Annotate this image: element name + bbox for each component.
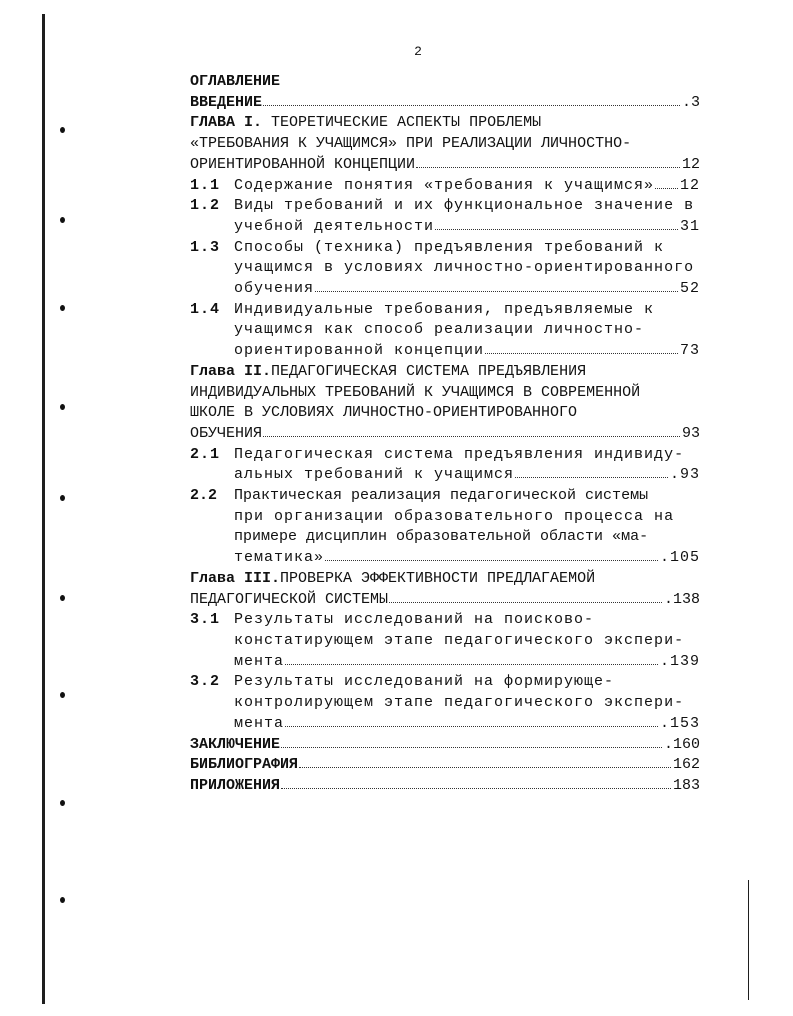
toc-chapter-2-line: ШКОЛЕ В УСЛОВИЯХ ЛИЧНОСТНО-ОРИЕНТИРОВАННОГО xyxy=(190,404,578,422)
toc-chapter-2-line: ИНДИВИДУАЛЬНЫХ ТРЕБОВАНИЙ К УЧАЩИМСЯ В СОВРЕМЕННОЙ xyxy=(190,383,641,401)
section-title: мента xyxy=(234,652,285,670)
punch-hole-mark xyxy=(60,495,65,501)
toc-section-3-2-line: контролирующем этапе педагогического экспери- xyxy=(234,694,685,712)
toc-section-1-2 xyxy=(190,196,700,217)
toc-section-2-2-line: примере дисциплин образовательной области «ма- xyxy=(234,528,649,546)
toc-page-number: .93 xyxy=(669,466,700,484)
dot-leader xyxy=(435,229,678,230)
section-title: Результаты исследований на поисково- xyxy=(234,611,595,629)
toc-section-1-4-line xyxy=(190,341,700,362)
toc-chapter-1-line: «ТРЕБОВАНИЯ К УЧАЩИМСЯ» ПРИ РЕАЛИЗАЦИИ ЛИЧНОСТНО- xyxy=(190,135,632,153)
toc-page-number: 52 xyxy=(679,280,700,298)
dot-leader xyxy=(263,105,680,106)
chapter-label: Глава II. xyxy=(190,362,272,380)
toc-page-number: 162 xyxy=(672,756,700,774)
toc-page-number: .139 xyxy=(659,652,700,670)
toc-section-1-2-line xyxy=(190,217,700,238)
dot-leader xyxy=(515,477,668,478)
toc-chapter-3-line xyxy=(190,590,700,611)
toc-entry-conclusion xyxy=(190,735,700,756)
toc-section-3-1 xyxy=(190,610,700,631)
section-title: Практическая реализация педагогической системы xyxy=(234,487,649,505)
toc-section-2-2-line: при организации образовательного процесса на xyxy=(234,507,675,525)
punch-hole-mark xyxy=(60,404,65,410)
toc-heading: ОГЛАВЛЕНИЕ xyxy=(190,73,281,90)
toc-entry-title: БИБЛИОГРАФИЯ xyxy=(190,756,299,774)
section-title: ориентированной концепции xyxy=(234,342,485,360)
toc-entry-bibliography xyxy=(190,755,700,776)
toc-chapter-2-line xyxy=(190,424,700,445)
toc-chapter-3 xyxy=(190,569,700,590)
section-title: Результаты исследований на формирующе- xyxy=(234,673,615,691)
section-number: 2.1 xyxy=(190,445,221,463)
toc-page-number: .160 xyxy=(663,735,700,753)
section-number: 1.4 xyxy=(190,300,221,318)
section-title: учебной деятельности xyxy=(234,217,435,235)
toc-page-number: 183 xyxy=(672,776,700,794)
toc-page-number: 12 xyxy=(679,176,700,194)
section-title: мента xyxy=(234,714,285,732)
toc-section-3-1-line xyxy=(190,652,700,673)
dot-leader xyxy=(263,436,680,437)
chapter-title: ПРОВЕРКА ЭФФЕКТИВНОСТИ ПРЕДЛАГАЕМОЙ xyxy=(280,569,596,587)
toc-section-1-3-line xyxy=(190,279,700,300)
section-title: альных требований к учащимся xyxy=(234,466,515,484)
toc-section-1-4 xyxy=(190,300,700,321)
toc-section-3-2-line xyxy=(190,714,700,735)
punch-hole-mark xyxy=(60,595,65,601)
dot-leader xyxy=(325,560,658,561)
toc-chapter-1 xyxy=(190,113,700,134)
toc-chapter-2 xyxy=(190,362,700,383)
scan-edge-line xyxy=(748,880,749,1000)
section-title: тематика» xyxy=(234,549,325,567)
toc-entry-appendix xyxy=(190,776,700,797)
punch-hole-mark xyxy=(60,127,65,133)
dot-leader xyxy=(485,353,678,354)
dot-leader xyxy=(416,167,680,168)
chapter-title: ОБУЧЕНИЯ xyxy=(190,424,263,442)
toc-page-number: 73 xyxy=(679,342,700,360)
toc-section-1-3 xyxy=(190,238,700,259)
dot-leader xyxy=(285,726,658,727)
chapter-title: ОРИЕНТИРОВАННОЙ КОНЦЕПЦИИ xyxy=(190,155,416,173)
toc-section-3-2 xyxy=(190,672,700,693)
dot-leader xyxy=(299,767,671,768)
toc-page-number: .105 xyxy=(659,549,700,567)
chapter-label: Глава III. xyxy=(190,569,281,587)
toc-section-2-2-line xyxy=(190,548,700,569)
toc-section-3-1-line: констатирующем этапе педагогического экспери- xyxy=(234,631,685,649)
section-number: 2.2 xyxy=(190,487,218,505)
toc-page-number: 31 xyxy=(679,217,700,235)
section-number: 1.3 xyxy=(190,238,221,256)
toc-section-1-1 xyxy=(190,176,700,197)
page-number: 2 xyxy=(414,44,422,59)
scan-edge-line xyxy=(42,14,45,1004)
toc-entry-title: ПРИЛОЖЕНИЯ xyxy=(190,776,281,794)
toc-section-1-3-line: учащимся в условиях личностно-ориентированного xyxy=(234,259,695,277)
section-title: Содержание понятия «требования к учащимся» xyxy=(234,176,655,194)
section-title: Способы (техника) предъявления требований к xyxy=(234,238,665,256)
dot-leader xyxy=(655,188,678,189)
toc-section-2-1-line xyxy=(190,465,700,486)
dot-leader xyxy=(389,602,662,603)
dot-leader xyxy=(281,747,662,748)
chapter-title: ТЕОРЕТИЧЕСКИЕ АСПЕКТЫ ПРОБЛЕМЫ xyxy=(271,114,542,132)
toc-entry-title: ЗАКЛЮЧЕНИЕ xyxy=(190,735,281,753)
section-title: обучения xyxy=(234,280,315,298)
toc-page-number: 93 xyxy=(681,424,700,442)
toc-chapter-1-line xyxy=(190,155,700,176)
punch-hole-mark xyxy=(60,897,65,903)
table-of-contents xyxy=(190,72,700,797)
toc-section-2-1 xyxy=(190,445,700,466)
punch-hole-mark xyxy=(60,800,65,806)
toc-page-number: 12 xyxy=(681,155,700,173)
dot-leader xyxy=(281,788,671,789)
toc-entry-title: ВВЕДЕНИЕ xyxy=(190,93,263,111)
section-number: 3.1 xyxy=(190,611,221,629)
section-number: 1.1 xyxy=(190,176,221,194)
punch-hole-mark xyxy=(60,305,65,311)
punch-hole-mark xyxy=(60,217,65,223)
dot-leader xyxy=(315,291,678,292)
section-number: 3.2 xyxy=(190,673,221,691)
section-title: Индивидуальные требования, предъявляемые к xyxy=(234,300,655,318)
toc-page-number: .3 xyxy=(681,93,700,111)
chapter-title: ПЕДАГОГИЧЕСКОЙ СИСТЕМЫ xyxy=(190,590,389,608)
toc-page-number: .138 xyxy=(663,590,700,608)
section-title: Педагогическая система предъявления индивиду- xyxy=(234,445,685,463)
chapter-title: ПЕДАГОГИЧЕСКАЯ СИСТЕМА ПРЕДЪЯВЛЕНИЯ xyxy=(271,362,587,380)
chapter-label: ГЛАВА I. xyxy=(190,114,263,132)
toc-entry-intro xyxy=(190,93,700,114)
toc-section-1-4-line: учащимся как способ реализации личностно- xyxy=(234,321,645,339)
section-title: Виды требований и их функциональное значение в xyxy=(234,197,695,215)
section-number: 1.2 xyxy=(190,197,221,215)
toc-section-2-2 xyxy=(190,486,700,507)
punch-hole-mark xyxy=(60,692,65,698)
toc-page-number: .153 xyxy=(659,714,700,732)
dot-leader xyxy=(285,664,658,665)
